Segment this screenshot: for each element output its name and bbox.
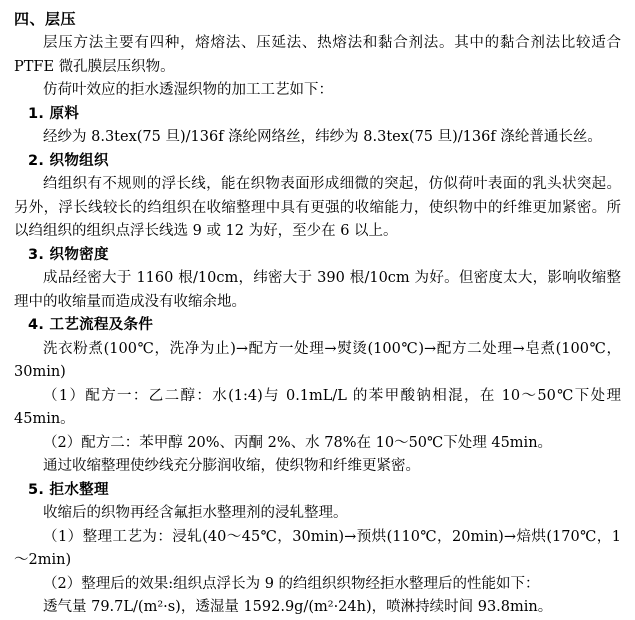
subsection-heading: 2. 织物组织 xyxy=(28,152,109,169)
subsection-fabric-density xyxy=(14,244,621,315)
subsection-raw-material xyxy=(14,103,621,150)
subsection-water-repellent-finish xyxy=(14,479,621,620)
subsection-heading: 3. 织物密度 xyxy=(28,246,109,263)
subsection-body: 洗衣粉煮(100℃，洗净为止)→配方一处理→熨烫(100℃)→配方二处理→皂煮(100℃，30min) xyxy=(14,340,621,380)
subsection-body: 绉组织有不规则的浮长线，能在织物表面形成细微的突起，仿似荷叶表面的乳头状突起。另外，浮长线较长的绉组织在收缩整理中具有更强的收缩能力，使织物中的纤维更加紧密。所以绉组织的组织点浮长线选 9 或 12 为好，至少在 6 以上。 xyxy=(14,176,621,239)
subsection-body: （1）整理工艺为：浸轧(40～45℃，30min)→预烘(110℃，20min)→焙烘(170℃，1～2min) xyxy=(14,528,621,568)
subsection-body: 透气量 79.7L/(m²·s)，透湿量 1592.9g/(m²·24h)，喷淋持续时间 93.8min。 xyxy=(43,599,553,615)
subsection-heading: 1. 原料 xyxy=(28,105,80,122)
subsection-body: 收缩后的织物再经含氟拒水整理剂的浸轧整理。 xyxy=(43,505,348,521)
subsection-body: 通过收缩整理使纱线充分膨润收缩，使织物和纤维更紧密。 xyxy=(43,458,420,474)
subsection-fabric-weave xyxy=(14,150,621,244)
subsection-body: 经纱为 8.3tex(75 旦)/136f 涤纶网络丝，纬纱为 8.3tex(75 旦)/136f 涤纶普通长丝。 xyxy=(43,129,602,145)
subsection-body: （1）配方一：乙二醇：水(1:4)与 0.1mL/L 的苯甲酸钠相混，在 10～50℃下处理 45min。 xyxy=(14,387,621,427)
subsection-heading: 5. 拒水整理 xyxy=(28,481,109,498)
subsection-body: （2）整理后的效果:组织点浮长为 9 的绉组织织物经拒水整理后的性能如下： xyxy=(43,575,540,592)
page-title: 四、层压 xyxy=(14,10,77,28)
subsection-body: （2）配方二：苯甲醇 20%、丙酮 2%、水 78%在 10～50℃下处理 45min。 xyxy=(43,434,553,451)
subsection-body: 成品经密大于 1160 根/10cm，纬密大于 390 根/10cm 为好。但密度太大，影响收缩整理中的收缩量而造成没有收缩余地。 xyxy=(14,270,621,310)
paragraph-intro-1: 层压方法主要有四种，熔熔法、压延法、热熔法和黏合剂法。其中的黏合剂法比较适合PTFE 微孔膜层压织物。 xyxy=(14,35,621,75)
subsection-process-flow xyxy=(14,314,621,479)
paragraph-intro-2: 仿荷叶效应的拒水透湿织物的加工工艺如下： xyxy=(43,82,333,98)
subsection-heading: 4. 工艺流程及条件 xyxy=(28,317,154,333)
